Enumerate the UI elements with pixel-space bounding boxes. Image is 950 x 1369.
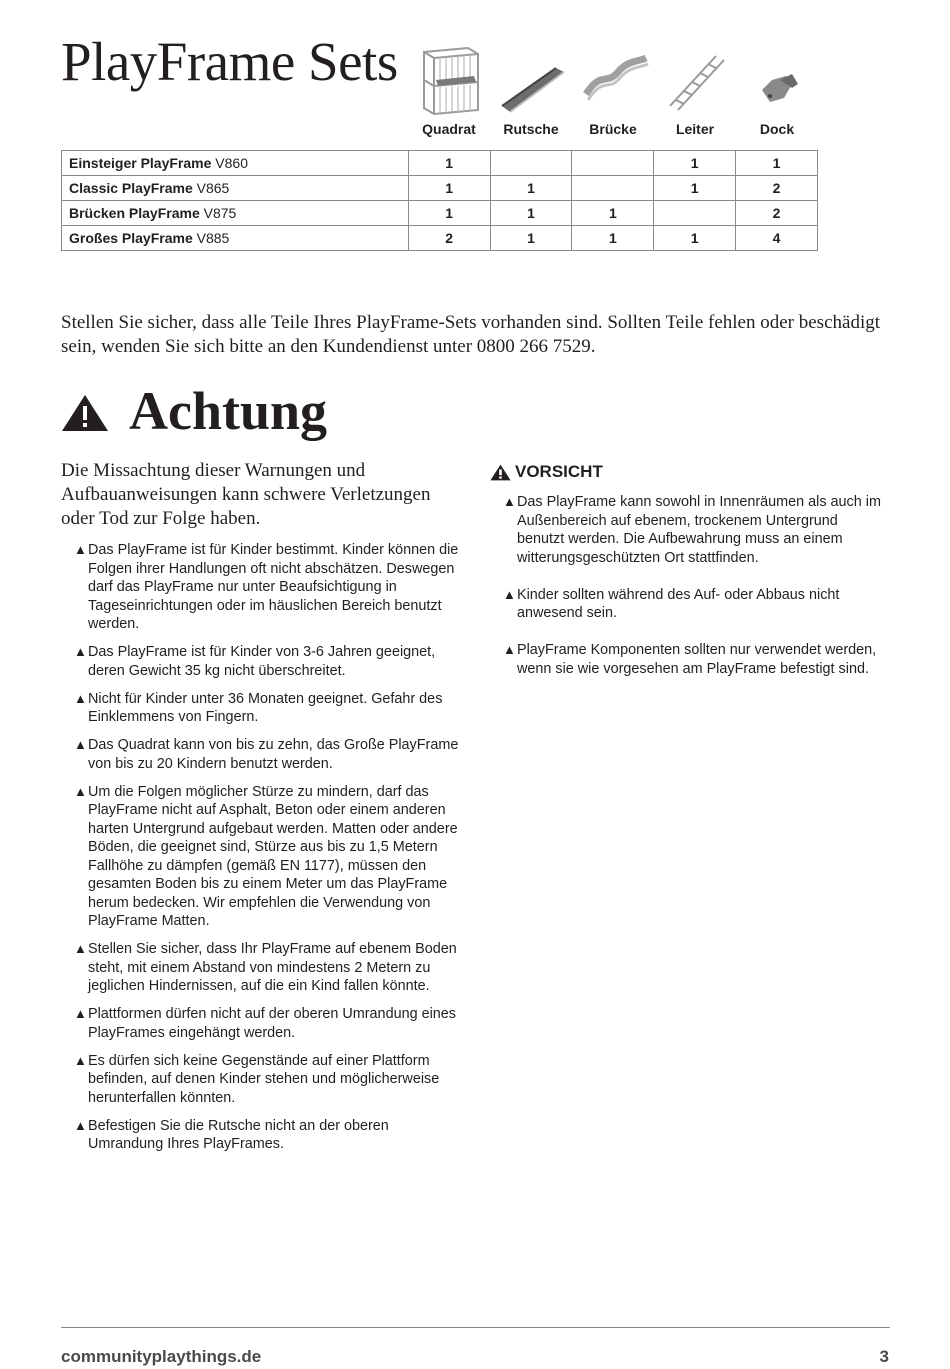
list-item: ▲ Befestigen Sie die Rutsche nicht an der oberen Umrandung Ihres PlayFrames.: [74, 1117, 389, 1152]
footer-divider: [61, 1327, 890, 1328]
quantity-cell: 1: [408, 201, 490, 226]
table-row: [62, 226, 818, 251]
list-item: ▲ Das Quadrat kann von bis zu zehn, das Große PlayFrame von bis zu 20 Kindern benutzt werden.: [74, 737, 459, 772]
quantity-cell: 1: [490, 201, 572, 226]
bullet-triangle-icon: ▲: [74, 1052, 87, 1068]
set-code: V875: [203, 205, 237, 221]
quantity-cell: [490, 151, 572, 176]
intro-text: Stellen Sie sicher, dass alle Teile Ihres PlayFrame-Sets vorhanden sind. Sollten Teile fehlen oder beschädigt sein, wenden Sie sich bitte an den Kundendienst unter 0800 266 7529.: [61, 312, 881, 357]
quantity-cell: 1: [408, 151, 490, 176]
bullet-triangle-icon: ▲: [503, 494, 516, 509]
achtung-heading: Achtung: [129, 381, 328, 441]
list-item: ▲ Das PlayFrame ist für Kinder bestimmt. Kinder können die Folgen ihrer Handlungen oft nicht abschätzen. Deswegen darf das PlayFrame nur unter Beaufsichtigung in Tageseinrichtungen oder im häuslichen Bereich benutzt werden.: [74, 542, 459, 632]
component-quadrat: [408, 40, 490, 140]
set-code: V865: [196, 180, 230, 196]
component-leiter: [654, 40, 736, 140]
bullet-triangle-icon: ▲: [74, 1117, 87, 1133]
list-item: ▲ Um die Folgen möglicher Stürze zu mindern, darf das PlayFrame nicht auf Asphalt, Beton oder einem anderen harten Untergrund aufgebaut werden. Matten oder andere Böden, die geeignet sind, Stürze aus bis zu 1,5 Metern Fallhöhe zu dämpfen (gemäß EN 1177), müssen den gesamten Boden bis zu einem Meter um das PlayFrame herum bedecken. Wir empfehlen die Verwendung von PlayFrame Matten.: [74, 783, 458, 929]
bullet-triangle-icon: ▲: [74, 783, 87, 799]
table-row: [62, 176, 818, 201]
bridge-icon: [572, 40, 654, 120]
list-item: ▲ Nicht für Kinder unter 36 Monaten geeignet. Gefahr des Einklemmens von Fingern.: [74, 690, 443, 725]
ladder-icon: [654, 40, 736, 120]
component-bruecke: [572, 40, 654, 140]
bullet-triangle-icon: ▲: [503, 586, 516, 602]
set-name-cell: [62, 226, 409, 251]
list-item: ▲ Stellen Sie sicher, dass Ihr PlayFrame auf ebenem Boden steht, mit einem Abstand von mindestens 2 Metern zu jeglichen Hindernissen, auf die ein Kind fallen könnte.: [74, 941, 457, 994]
component-label: Quadrat: [422, 121, 476, 137]
page-title: PlayFrame Sets: [61, 31, 398, 92]
list-item: ▲ PlayFrame Komponenten sollten nur verwendet werden, wenn sie wie vorgesehen am PlayFrame befestigt sind.: [503, 642, 877, 677]
table-row: [62, 151, 818, 176]
quadrat-frame-icon: [408, 40, 490, 120]
component-label: Rutsche: [503, 121, 559, 137]
sets-table: [61, 150, 818, 251]
component-label: Dock: [759, 121, 795, 137]
bullet-triangle-icon: ▲: [74, 542, 87, 557]
component-dock: [736, 40, 818, 140]
dock-icon: [736, 40, 818, 120]
warning-icon: [61, 394, 109, 432]
set-name: Classic PlayFrame: [69, 180, 193, 196]
set-name: Großes PlayFrame: [69, 230, 193, 246]
bullet-triangle-icon: ▲: [74, 737, 87, 752]
table-row: [62, 201, 818, 226]
quantity-cell: 1: [572, 226, 654, 251]
set-name-cell: [62, 176, 409, 201]
list-item: ▲ Das PlayFrame ist für Kinder von 3-6 Jahren geeignet, deren Gewicht 35 kg nicht überschreitet.: [74, 644, 436, 679]
component-label: Leiter: [675, 121, 715, 137]
list-item: ▲ Es dürfen sich keine Gegenstände auf einer Plattform befinden, auf denen Kinder stehen und möglicherweise herunterfallen könnten.: [74, 1052, 440, 1106]
quantity-cell: [654, 201, 736, 226]
quantity-cell: 2: [736, 176, 818, 201]
bullet-triangle-icon: ▲: [74, 644, 87, 659]
quantity-cell: 2: [408, 226, 490, 251]
quantity-cell: [572, 176, 654, 201]
caution-list: [503, 493, 888, 697]
set-code: V860: [215, 155, 248, 171]
quantity-cell: 1: [408, 176, 490, 201]
set-name-cell: [62, 201, 409, 226]
quantity-cell: 1: [490, 176, 572, 201]
bullet-triangle-icon: ▲: [74, 1006, 87, 1021]
component-rutsche: [490, 40, 572, 140]
quantity-cell: 1: [654, 176, 736, 201]
set-name-cell: [62, 151, 409, 176]
list-item: ▲ Plattformen dürfen nicht auf der oberen Umrandung eines PlayFrames eingehängt werden.: [74, 1006, 456, 1041]
quantity-cell: 4: [736, 226, 818, 251]
slide-icon: [490, 40, 572, 120]
bullet-triangle-icon: ▲: [74, 941, 87, 956]
quantity-cell: 2: [736, 201, 818, 226]
vorsicht-heading: VORSICHT: [515, 462, 603, 481]
footer-website: communityplaythings.de: [61, 1347, 262, 1366]
quantity-cell: 1: [736, 151, 818, 176]
warning-list: [74, 541, 464, 1163]
component-icons: [408, 40, 818, 140]
quantity-cell: 1: [572, 201, 654, 226]
set-name: Brücken PlayFrame: [69, 205, 200, 221]
quantity-cell: 1: [654, 151, 736, 176]
bullet-triangle-icon: ▲: [503, 642, 516, 657]
quantity-cell: 1: [490, 226, 572, 251]
bullet-triangle-icon: ▲: [74, 690, 87, 706]
quantity-cell: 1: [654, 226, 736, 251]
page-number: 3: [879, 1347, 889, 1366]
list-item: ▲ Das PlayFrame kann sowohl in Innenräumen als auch im Außenbereich auf ebenem, trockenem Untergrund benutzt werden. Die Aufbewahrung muss an einem witterungsgeschützten Ort stattfinden.: [503, 494, 881, 566]
list-item: ▲ Kinder sollten während des Auf- oder Abbaus nicht anwesend sein.: [503, 586, 840, 621]
set-name: Einsteiger PlayFrame: [69, 155, 212, 171]
component-label: Brücke: [589, 121, 637, 137]
set-code: V885: [196, 230, 230, 246]
warning-icon: [490, 464, 511, 481]
warning-lead: Die Missachtung dieser Warnungen und Aufbauanweisungen kann schwere Verletzungen oder Tod zur Folge haben.: [61, 460, 431, 529]
quantity-cell: [572, 151, 654, 176]
